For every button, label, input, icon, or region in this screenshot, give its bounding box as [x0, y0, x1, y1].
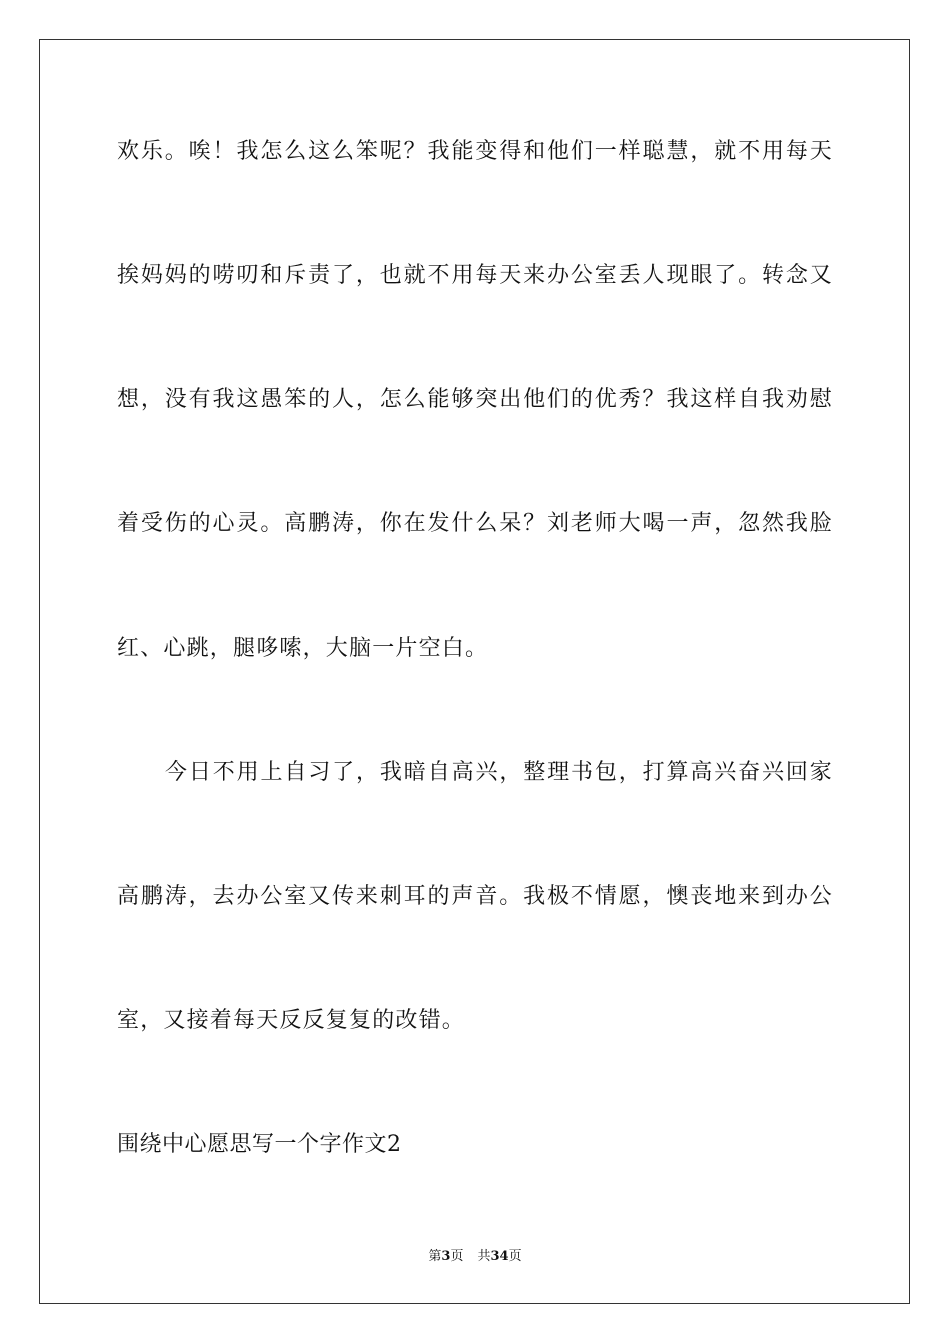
page-border — [39, 39, 910, 1304]
paragraph-line-1: 欢乐。唉！我怎么这么笨呢？我能变得和他们一样聪慧，就不用每天 — [117, 139, 833, 164]
total-prefix: 共 — [477, 1249, 491, 1264]
paragraph-line-5: 红、心跳，腿哆嗦，大脑一片空白。 — [117, 636, 489, 661]
paragraph-line-8: 室，又接着每天反反复复的改错。 — [117, 1008, 466, 1033]
paragraph-line-6: 今日不用上自习了，我暗自高兴，整理书包，打算高兴奋兴回家 — [165, 760, 833, 785]
paragraph-line-7: 高鹏涛，去办公室又传来刺耳的声音。我极不情愿，懊丧地来到办公 — [117, 884, 833, 909]
paragraph-line-2: 挨妈妈的唠叨和斥责了，也就不用每天来办公室丢人现眼了。转念又 — [117, 263, 833, 288]
paragraph-line-4: 着受伤的心灵。高鹏涛，你在发什么呆？刘老师大喝一声，忽然我脸 — [117, 511, 833, 536]
page-number: 3 — [441, 1249, 451, 1264]
total-pages: 34 — [490, 1249, 509, 1264]
page-prefix: 第 — [428, 1249, 442, 1264]
section-heading: 围绕中心愿思写一个字作文2 — [117, 1132, 402, 1157]
page-suffix: 页 — [450, 1249, 464, 1264]
total-suffix: 页 — [508, 1249, 522, 1264]
page-footer — [0, 1247, 950, 1267]
paragraph-line-3: 想，没有我这愚笨的人，怎么能够突出他们的优秀？我这样自我劝慰 — [117, 387, 833, 412]
